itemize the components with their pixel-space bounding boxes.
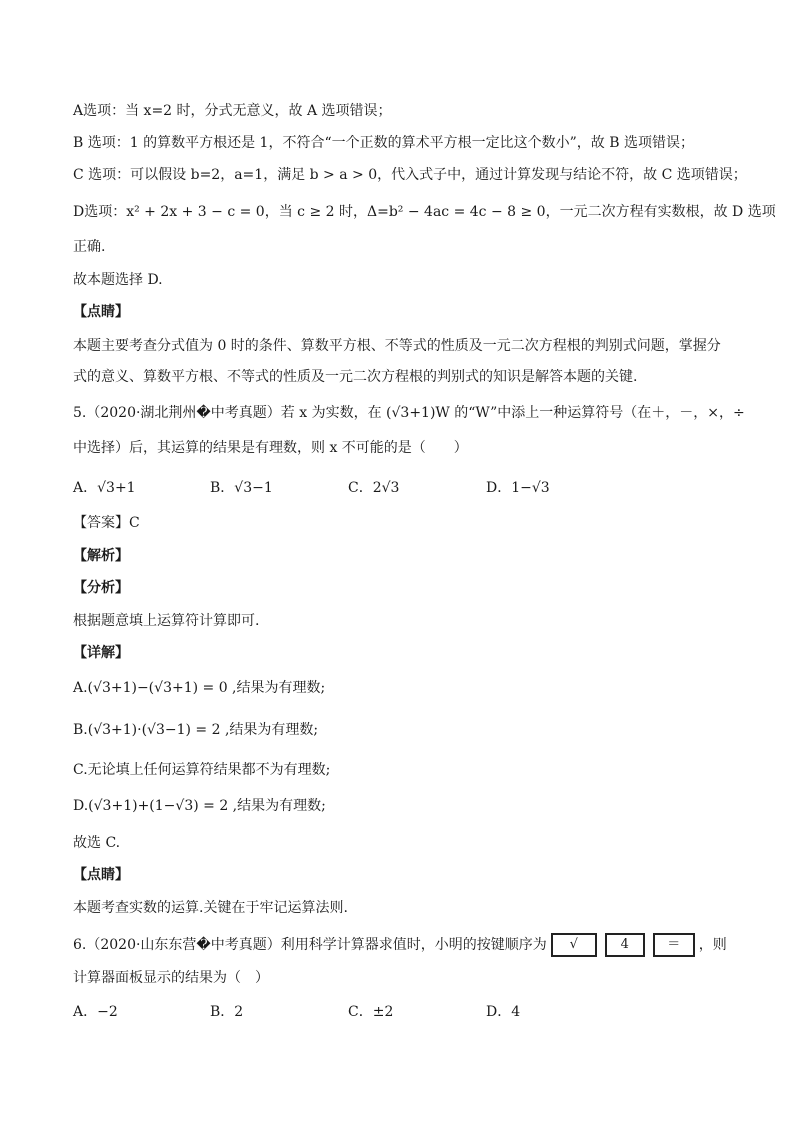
q5-option-b: B．√3−1 — [210, 480, 273, 496]
question-5-stem-cont: 中选择）后，其运算的结果是有理数，则 x 不可能的是（ ） — [73, 440, 468, 456]
q6-option-a: A．−2 — [73, 1004, 118, 1020]
q6-option-b: B．2 — [210, 1004, 244, 1020]
q6-stem-before: 6.（2020·山东东营�中考真题）利用科学计算器求值时，小明的按键顺序为 — [73, 937, 547, 953]
q5-detail-a: A.(√3+1)−(√3+1) = 0 ,结果为有理数; — [73, 680, 326, 696]
equals-key-icon: ＝ — [653, 933, 695, 957]
dianjing-text-line2: 式的意义、算数平方根、不等式的性质及一元二次方程根的判别式的知识是解答本题的关键. — [73, 369, 638, 385]
q5-answer: 【答案】C — [73, 515, 140, 531]
analysis-option-a: A选项：当 x=2 时，分式无意义，故 A 选项错误； — [73, 103, 392, 119]
q5-dianjing-text: 本题考查实数的运算.关键在于牢记运算法则. — [73, 900, 348, 916]
section-label-dianjing: 【点睛】 — [73, 304, 129, 320]
q5-fenxi-text: 根据题意填上运算符计算即可. — [73, 613, 260, 629]
analysis-option-b: B 选项：1 的算数平方根还是 1，不符合“一个正数的算术平方根一定比这个数小”，故 B 选项错误； — [73, 135, 694, 151]
q6-option-c: C．±2 — [348, 1004, 394, 1020]
analysis-option-d: D选项：x² + 2x + 3 − c = 0，当 c ≥ 2 时，Δ=b² − 4ac = 4c − 8 ≥ 0，一元二次方程有实数根，故 D 选项 — [73, 204, 776, 220]
q5-detail-d: D.(√3+1)+(1−√3) = 2 ,结果为有理数; — [73, 798, 326, 814]
digit-4-key: 4 — [605, 933, 645, 957]
section-label-fenxi: 【分析】 — [73, 580, 129, 596]
section-label-dianjing-2: 【点睛】 — [73, 867, 129, 883]
q5-option-a: A．√3+1 — [73, 480, 136, 496]
q5-detail-b: B.(√3+1)·(√3−1) = 2 ,结果为有理数; — [73, 722, 319, 738]
question-6-stem — [73, 933, 754, 957]
q6-stem-after: ，则 — [698, 937, 727, 953]
section-label-xiangjie: 【详解】 — [73, 645, 129, 661]
analysis-conclusion: 故本题选择 D. — [73, 272, 163, 288]
q5-option-c: C．2√3 — [348, 480, 400, 496]
question-5-stem: 5.（2020·湖北荆州�中考真题）若 x 为实数，在 (√3+1)W 的“W”中添上一种运算符号（在＋，－，×，÷ — [73, 405, 745, 421]
section-label-jiexi: 【解析】 — [73, 548, 129, 564]
q6-option-d: D．4 — [486, 1004, 521, 1020]
q5-conclusion: 故选 C. — [73, 835, 121, 851]
question-6-stem-cont: 计算器面板显示的结果为（ ） — [73, 970, 269, 986]
analysis-option-d-cont: 正确. — [73, 239, 106, 255]
dianjing-text-line1: 本题主要考查分式值为 0 时的条件、算数平方根、不等式的性质及一元二次方程根的判别式问题，掌握分 — [73, 338, 721, 354]
q5-detail-c: C.无论填上任何运算符结果都不为有理数; — [73, 762, 331, 778]
q5-option-d: D．1−√3 — [486, 480, 550, 496]
analysis-option-c: C 选项：可以假设 b=2，a=1，满足 b > a > 0，代入式子中，通过计算发现与结论不符，故 C 选项错误； — [73, 167, 747, 183]
sqrt-key-icon: √ — [551, 933, 597, 957]
